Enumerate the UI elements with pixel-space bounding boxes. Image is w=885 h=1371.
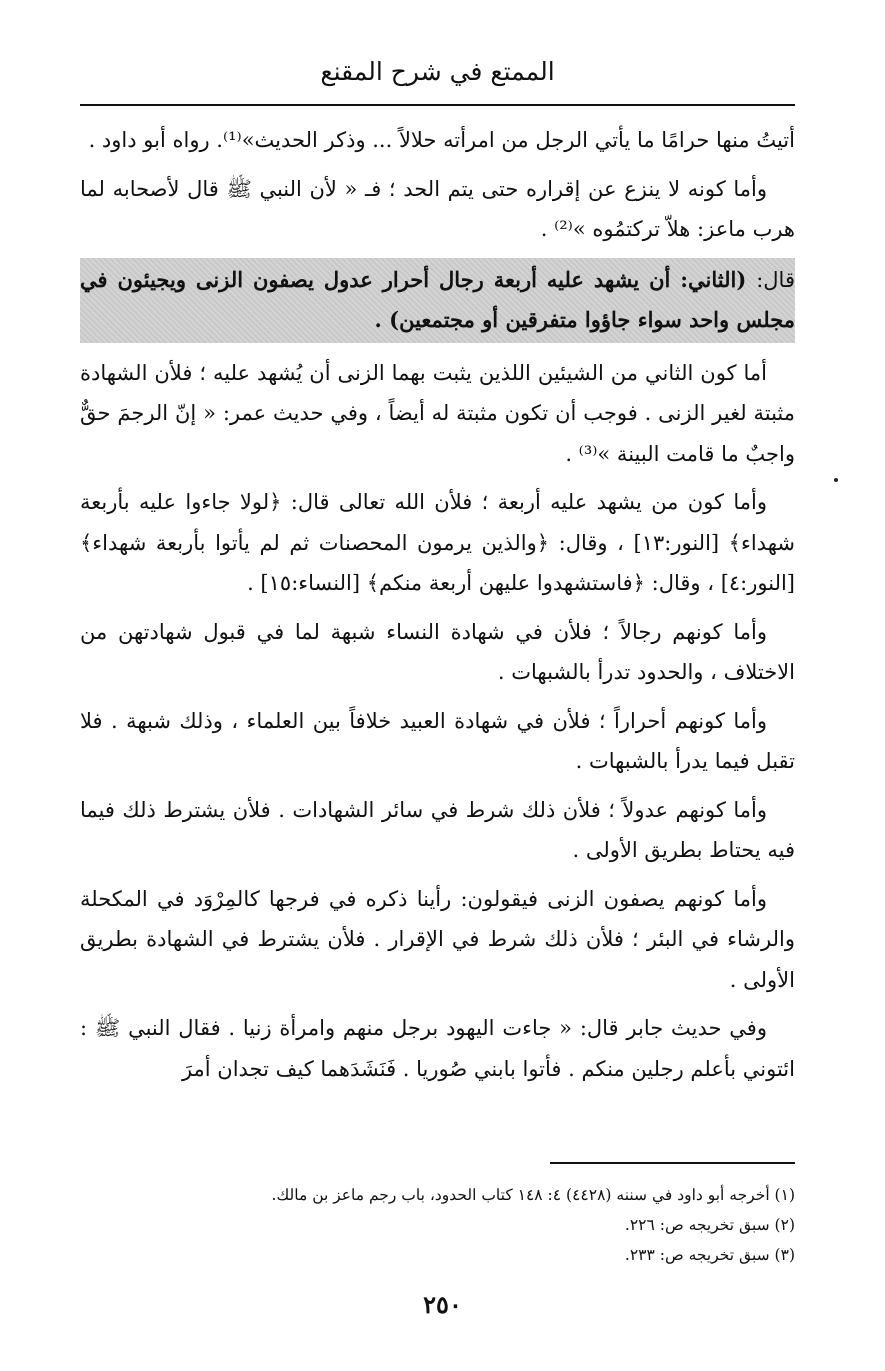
paragraph: وأما كونهم رجالاً ؛ فلأن في شهادة النساء شبهة لما في قبول شهادتهن من الاختلاف ، والحدود تدرأ بالشبهات . <box>80 619 795 684</box>
footnotes <box>80 1180 795 1270</box>
footnote-3: (٣) سبق تخريجه ص: ٢٣٣. <box>624 1246 795 1264</box>
paragraph: أما كون الثاني من الشيئين اللذين يثبت بهما الزنى أن يُشهد عليه ؛ فلأن الشهادة مثبتة لغير الزنى . فوجب أن تكون مثبتة له أيضاً ، وفي حديث عمر: « إنّ الرجمَ حقٌّ واجبٌ ما قامت البينة »⁽³⁾ . <box>80 360 795 466</box>
running-head-title: الممتع في شرح المقنع <box>320 57 555 86</box>
paragraph: وأما كون من يشهد عليه أربعة ؛ فلأن الله تعالى قال: ﴿لولا جاءوا عليه بأربعة شهداء﴾ [النور:١٣] ، وقال: ﴿والذين يرمون المحصنات ثم لم يأتوا بأربعة شهداء﴾ [النور:٤] ، وقال: ﴿فاستشهدوا عليهن أربعة منكم﴾ [النساء:١٥] . <box>80 490 795 595</box>
paragraph: أتيتُ منها حرامًا ما يأتي الرجل من امرأته حلالاً ... وذكر الحديث»⁽¹⁾. رواه أبو داود . <box>88 128 795 152</box>
footnote-rule <box>550 1162 795 1164</box>
matn-qal-label: قال: <box>756 267 795 292</box>
matn-text: (الثاني: أن يشهد عليه أربعة رجال أحرار عدول يصفون الزنى ويجيئون في مجلس واحد سواء جاؤوا متفرقين أو مجتمعين) . <box>80 266 795 332</box>
main-text <box>80 120 795 1097</box>
header-rule <box>80 104 795 106</box>
footnote-2: (٢) سبق تخريجه ص: ٢٢٦. <box>624 1216 795 1234</box>
page-number: ٢٥٠ <box>423 1290 462 1319</box>
paragraph: وأما كونهم أحراراً ؛ فلأن في شهادة العبيد خلافاً بين العلماء ، وذلك شبهة . فلا تقبل فيما يدرأ بالشبهات . <box>80 708 795 773</box>
margin-dot <box>834 478 838 482</box>
paragraph: وفي حديث جابر قال: « جاءت اليهود برجل منهم وامرأة زنيا . فقال النبي ﷺ : ائتوني بأعلم رجلين منكم . فأتوا بابني صُوريا . فَنَشَدَهما كيف تجدان أمرَ <box>80 1016 795 1081</box>
footnote-1: (١) أخرجه أبو داود في سننه (٤٤٢٨) ٤: ١٤٨ كتاب الحدود، باب رجم ماعز بن مالك. <box>271 1186 795 1204</box>
matn-quote <box>80 258 795 343</box>
paragraph: وأما كونهم عدولاً ؛ فلأن ذلك شرط في سائر الشهادات . فلأن يشترط ذلك فيما فيه يحتاط بطريق الأولى . <box>80 797 795 862</box>
paragraph: وأما كونهم يصفون الزنى فيقولون: رأينا ذكره في فرجها كالمِرْوَد في المكحلة والرشاء في البئر ؛ فلأن ذلك شرط في الإقرار . فلأن يشترط في الشهادة بطريق الأولى . <box>80 886 795 992</box>
paragraph: وأما كونه لا ينزع عن إقراره حتى يتم الحد ؛ فـ « لأن النبي ﷺ قال لأصحابه لما هرب ماعز: هلاّ تركتمُوه »⁽²⁾ . <box>80 176 795 241</box>
